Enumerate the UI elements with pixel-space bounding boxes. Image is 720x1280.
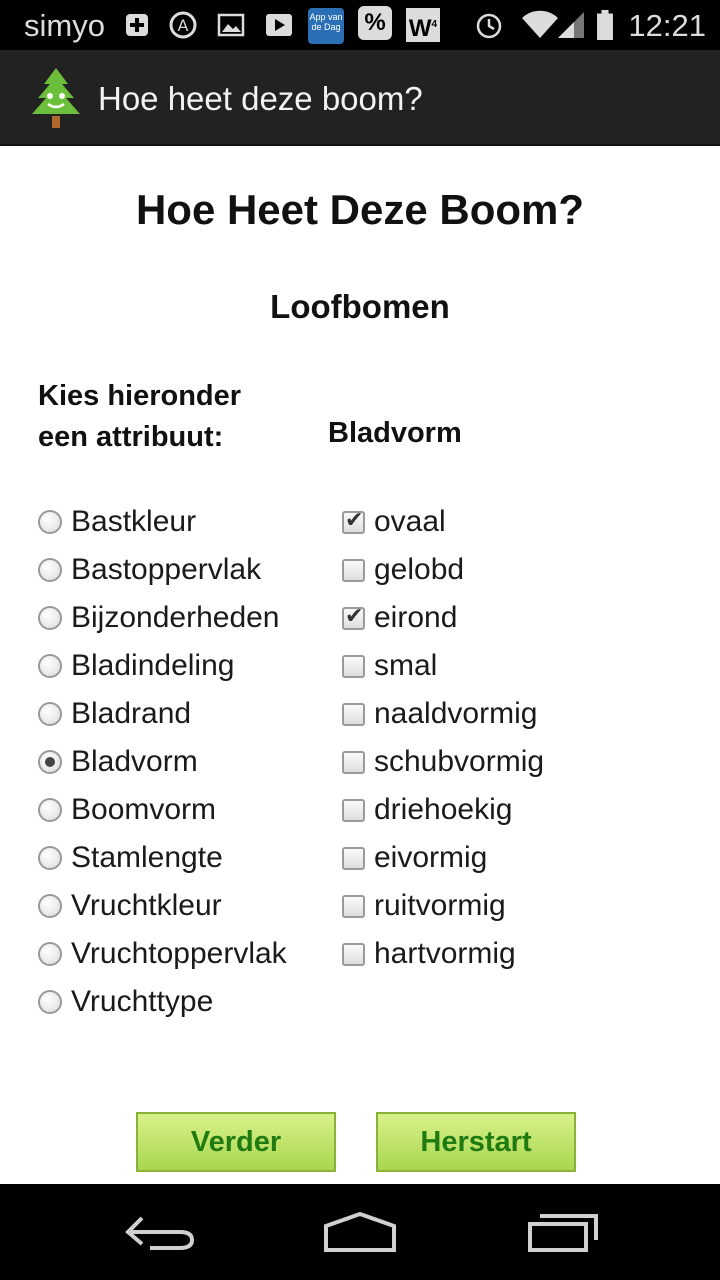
value-label: gelobd xyxy=(374,553,465,586)
attribute-option[interactable] xyxy=(38,882,287,930)
plus-icon xyxy=(122,10,152,40)
checkbox[interactable] xyxy=(342,943,365,966)
clock: 12:21 xyxy=(628,8,706,43)
attribute-option[interactable] xyxy=(38,546,287,594)
checkbox[interactable] xyxy=(342,655,365,678)
attribute-option[interactable] xyxy=(38,738,287,786)
radio-button[interactable] xyxy=(38,798,62,822)
radio-button[interactable] xyxy=(38,942,62,966)
value-label: ovaal xyxy=(374,505,446,538)
w4-icon xyxy=(406,8,440,42)
carrier-name: simyo xyxy=(24,8,105,43)
wifi-icon xyxy=(520,10,560,40)
value-label: eirond xyxy=(374,601,458,634)
value-checkbox-group xyxy=(342,498,544,978)
value-label: schubvormig xyxy=(374,745,545,778)
alarm-icon xyxy=(474,10,504,40)
checkbox[interactable] xyxy=(342,799,365,822)
radio-button[interactable] xyxy=(38,990,62,1014)
value-option[interactable] xyxy=(342,690,544,738)
attribute-option[interactable] xyxy=(38,594,287,642)
value-label: driehoekig xyxy=(374,793,513,826)
signal-icon xyxy=(556,10,586,40)
value-option[interactable] xyxy=(342,546,544,594)
w-badge-sup: 4 xyxy=(431,19,438,30)
restart-button[interactable]: Herstart xyxy=(376,1112,576,1172)
attribute-label: Bastkleur xyxy=(71,505,197,538)
value-option[interactable] xyxy=(342,834,544,882)
app-title: Hoe heet deze boom? xyxy=(98,80,423,117)
attribute-option[interactable] xyxy=(38,978,287,1026)
attribute-label: Bladindeling xyxy=(71,649,235,682)
app-badge-text: App van de Dag xyxy=(309,12,343,32)
attribute-option[interactable] xyxy=(38,930,287,978)
attribute-label: Vruchtkleur xyxy=(71,889,222,922)
value-option[interactable] xyxy=(342,642,544,690)
checkbox[interactable] xyxy=(342,751,365,774)
back-icon[interactable] xyxy=(120,1208,200,1256)
attribute-label: Vruchtoppervlak xyxy=(71,937,287,970)
attribute-label: Bastoppervlak xyxy=(71,553,262,586)
value-label: smal xyxy=(374,649,438,682)
attribute-option[interactable] xyxy=(38,834,287,882)
value-label: ruitvormig xyxy=(374,889,506,922)
tree-logo-icon[interactable] xyxy=(28,66,84,130)
value-label: hartvormig xyxy=(374,937,516,970)
home-icon[interactable] xyxy=(320,1208,400,1256)
attribute-option[interactable] xyxy=(38,642,287,690)
value-option[interactable] xyxy=(342,738,544,786)
checkbox[interactable] xyxy=(342,607,365,630)
attribute-option[interactable] xyxy=(38,786,287,834)
attribute-heading: Bladvorm xyxy=(328,417,462,449)
battery-icon xyxy=(594,10,616,40)
navigation-bar xyxy=(0,1184,720,1280)
app-van-de-dag-icon xyxy=(308,8,344,44)
radio-button[interactable] xyxy=(38,654,62,678)
radio-button[interactable] xyxy=(38,558,62,582)
checkbox[interactable] xyxy=(342,895,365,918)
attribute-label: Bijzonderheden xyxy=(71,601,280,634)
radio-button[interactable] xyxy=(38,846,62,870)
value-option[interactable] xyxy=(342,498,544,546)
instruction-text: Kies hieronder een attribuut: xyxy=(38,380,242,453)
checkbox[interactable] xyxy=(342,703,365,726)
sync-icon xyxy=(168,10,198,40)
checkbox[interactable] xyxy=(342,559,365,582)
page-title: Hoe Heet Deze Boom? xyxy=(135,186,585,233)
percent-text: % xyxy=(364,9,386,36)
checkbox[interactable] xyxy=(342,847,365,870)
value-option[interactable] xyxy=(342,882,544,930)
value-option[interactable] xyxy=(342,930,544,978)
w-badge-text: W xyxy=(408,15,432,42)
attribute-option[interactable] xyxy=(38,690,287,738)
action-bar xyxy=(0,50,720,146)
radio-button[interactable] xyxy=(38,606,62,630)
attribute-option[interactable] xyxy=(38,498,287,546)
attribute-label: Stamlengte xyxy=(71,841,223,874)
play-store-icon xyxy=(264,10,294,40)
attribute-label: Vruchttype xyxy=(71,985,214,1018)
value-option[interactable] xyxy=(342,786,544,834)
image-icon xyxy=(216,10,246,40)
recent-apps-icon[interactable] xyxy=(522,1208,602,1256)
section-title: Loofbomen xyxy=(270,288,450,325)
attribute-label: Bladrand xyxy=(71,697,192,730)
radio-button[interactable] xyxy=(38,750,62,774)
value-label: naaldvormig xyxy=(374,697,538,730)
next-button[interactable]: Verder xyxy=(136,1112,336,1172)
svg-text:A: A xyxy=(177,16,189,35)
percent-icon xyxy=(358,6,392,40)
attribute-label: Bladvorm xyxy=(71,745,198,778)
main-content xyxy=(0,146,720,1184)
attribute-label: Boomvorm xyxy=(71,793,217,826)
radio-button[interactable] xyxy=(38,702,62,726)
radio-button[interactable] xyxy=(38,510,62,534)
value-option[interactable] xyxy=(342,594,544,642)
radio-button[interactable] xyxy=(38,894,62,918)
checkbox[interactable] xyxy=(342,511,365,534)
attribute-radio-group xyxy=(38,498,287,1026)
value-label: eivormig xyxy=(374,841,488,874)
status-bar xyxy=(0,0,720,50)
